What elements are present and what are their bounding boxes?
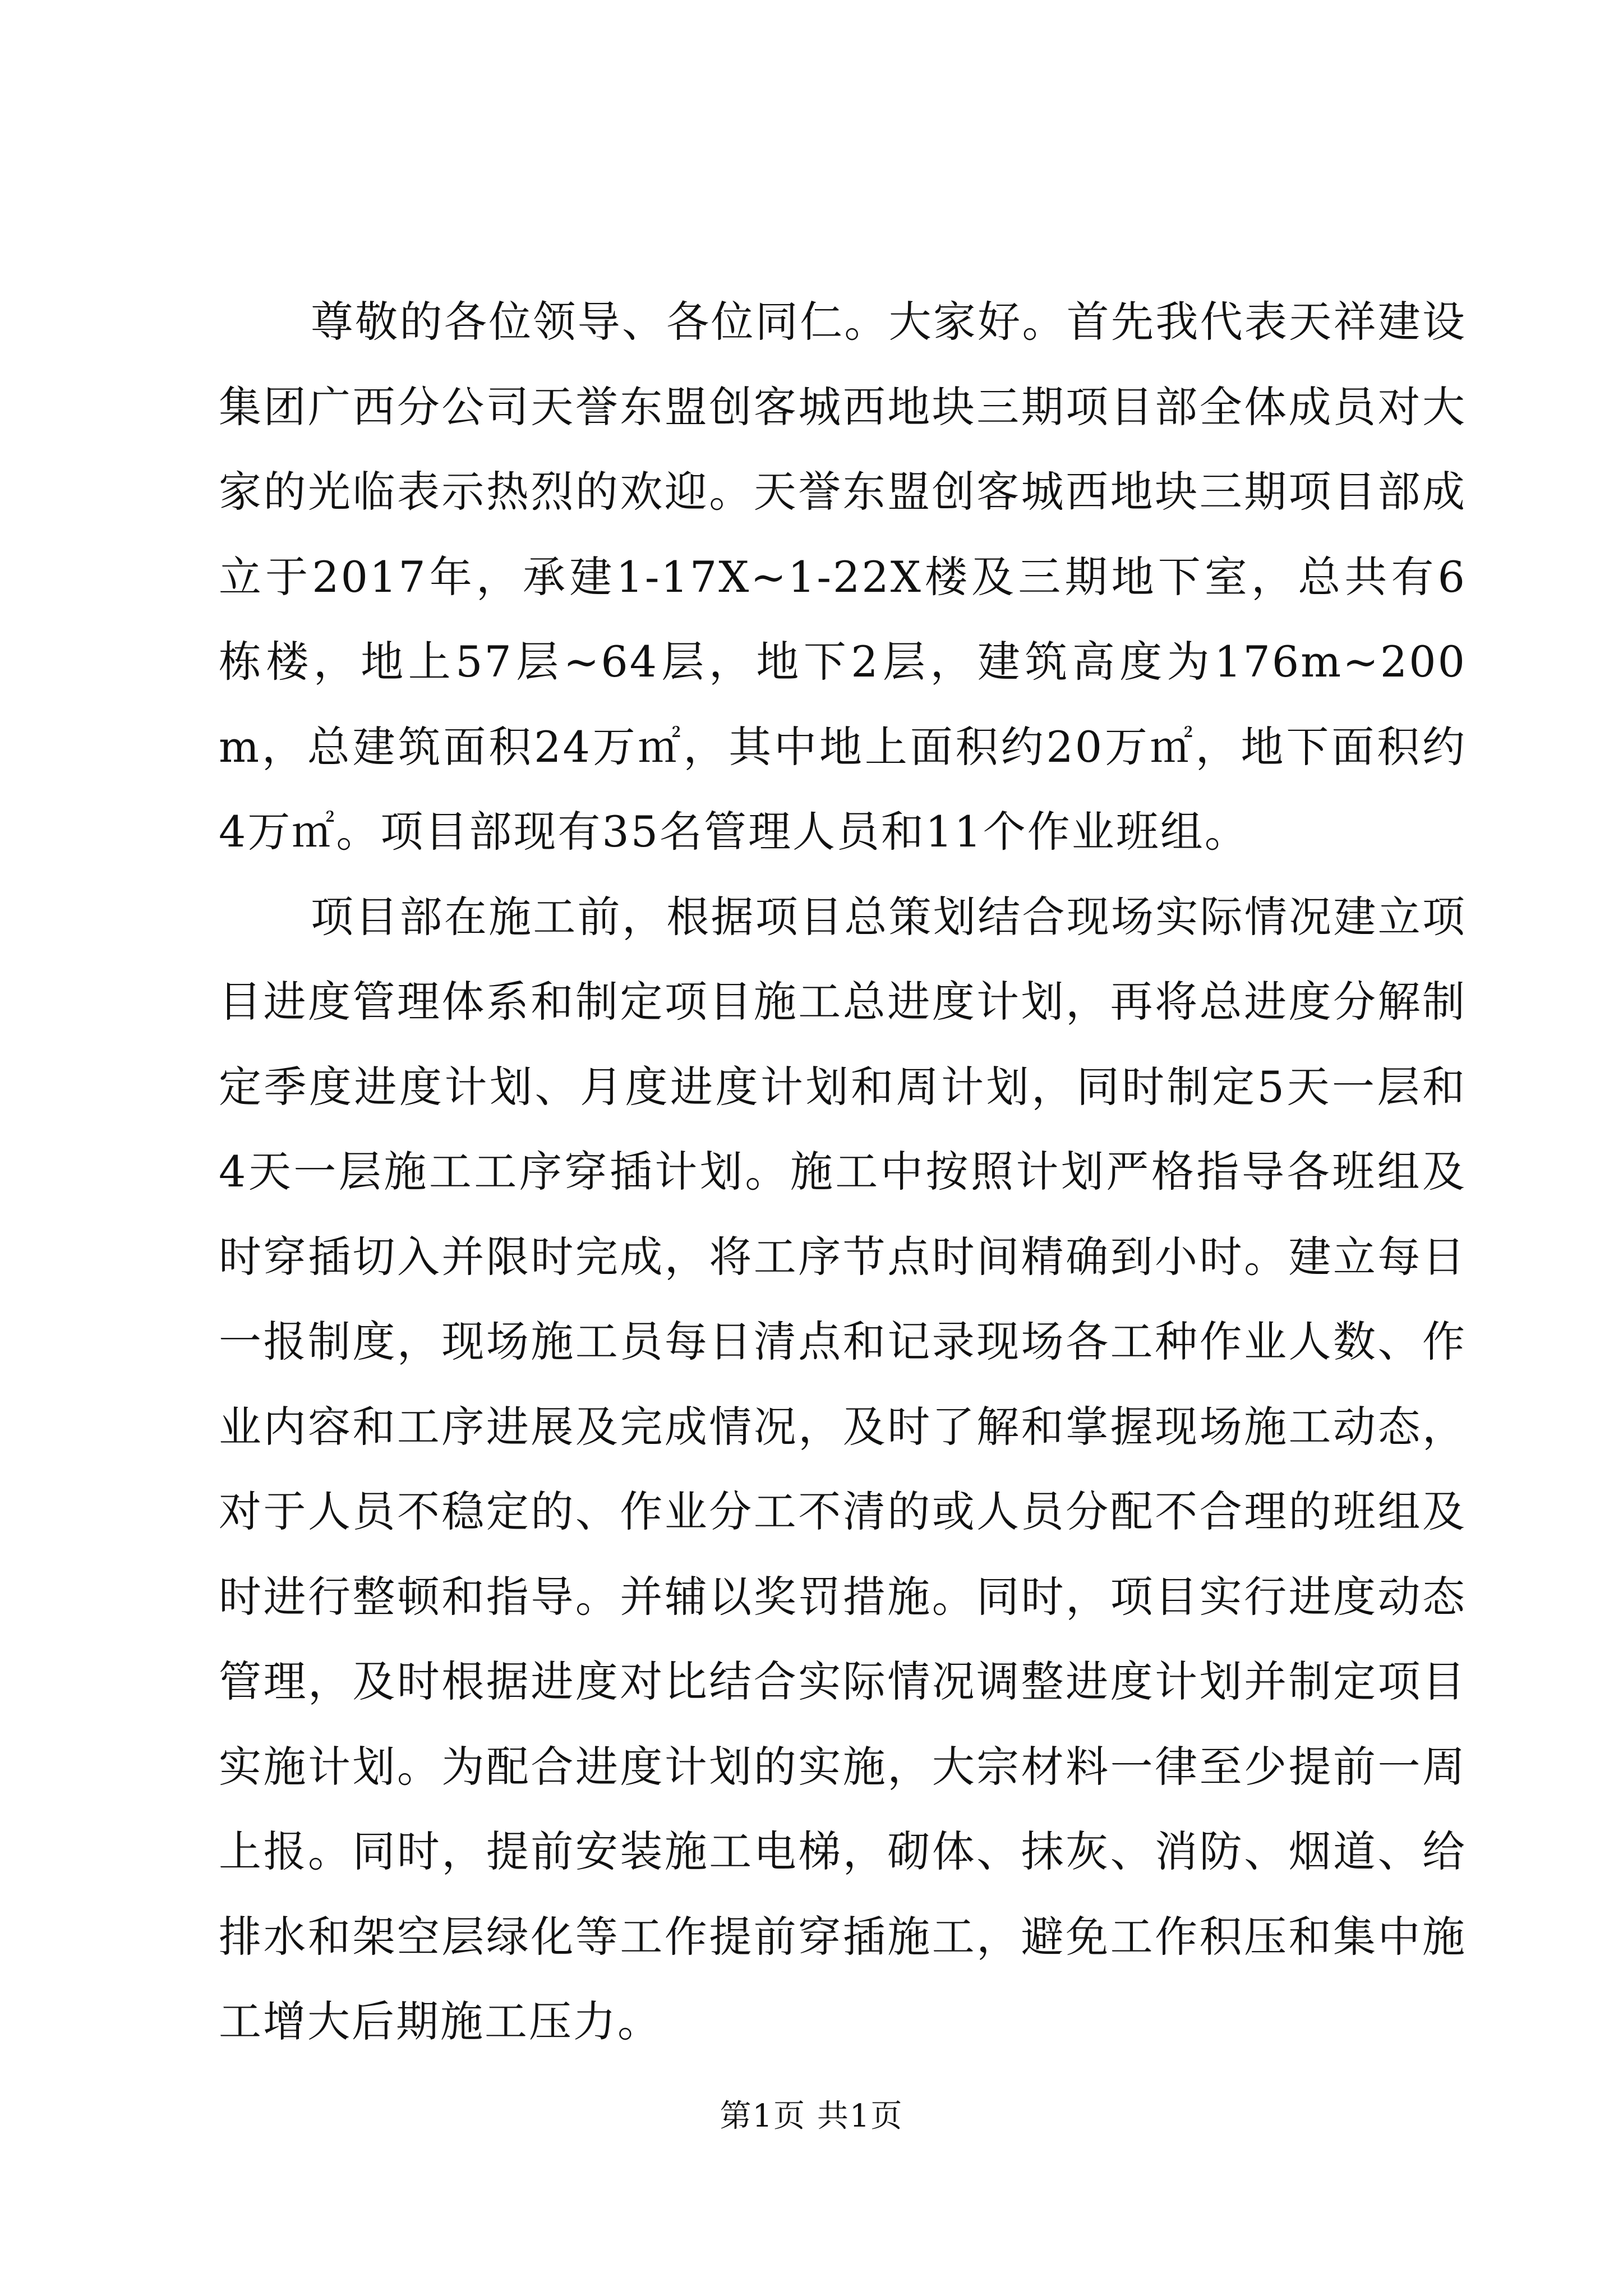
- page-footer: 第1页 共1页: [720, 2098, 903, 2134]
- paragraph-schedule-management: 项目部在施工前，根据项目总策划结合现场实际情况建立项目进度管理体系和制定项目施工总进度计划，再将总进度分解制定季度进度计划、月度进度计划和周计划，同时制定5天一层和4天一层施工工序穿插计划。施工中按照计划严格指导各班组及时穿插切入并限时完成，将工序节点时间精确到小时。建立每日一报制度，现场施工员每日清点和记录现场各工种作业人数、作业内容和工序进展及完成情况，及时了解和掌握现场施工动态，对于人员不稳定的、作业分工不清的或人员分配不合理的班组及时进行整顿和指导。并辅以奖罚措施。同时，项目实行进度动态管理，及时根据进度对比结合实际情况调整进度计划并制定项目实施计划。为配合进度计划的实施，大宗材料一律至少提前一周上报。同时，提前安装施工电梯，砌体、抹灰、消防、烟道、给排水和架空层绿化等工作提前穿插施工，避免工作积压和集中施工增大后期施工压力。: [219, 891, 1467, 2046]
- document-body: [219, 279, 1467, 2064]
- paragraph-welcome: 尊敬的各位领导、各位同仁。大家好。首先我代表天祥建设集团广西分公司天誉东盟创客城西地块三期项目部全体成员对大家的光临表示热烈的欢迎。天誉东盟创客城西地块三期项目部成立于2017年，承建1-17X~1-22X楼及三期地下室，总共有6栋楼，地上57层~64层，地下2层，建筑高度为176m~200m，总建筑面积24万㎡，其中地上面积约20万㎡，地下面积约4万㎡。项目部现有35名管理人员和11个作业班组。: [219, 297, 1467, 857]
